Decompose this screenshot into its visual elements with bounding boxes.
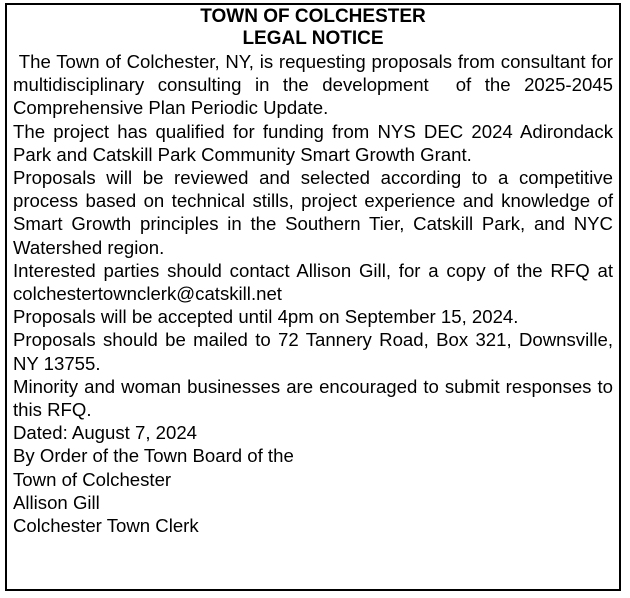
paragraph-contact: Interested parties should contact Allison Gill, for a copy of the RFQ at colchestertownclerk@catskill.net [13,259,613,305]
paragraph-minority: Minority and woman businesses are encouraged to submit responses to this RFQ. [13,375,613,421]
dated-line: Dated: August 7, 2024 [13,422,198,444]
legal-notice [5,3,621,591]
notice-title-town: TOWN OF COLCHESTER [200,6,426,27]
signature-name: Allison Gill [13,491,100,513]
paragraph-deadline: Proposals will be accepted until 4pm on September 15, 2024. [13,306,519,328]
paragraph-mailing: Proposals should be mailed to 72 Tannery Road, Box 321, Downsville, NY 13755. [13,329,613,374]
signature-town: Town of Colchester [13,468,172,490]
paragraph-request: The Town of Colchester, NY, is requesting proposals from consultant for multidisciplinary consulting in the development of the 2025-2045 Comprehensive Plan Periodic Update. [13,51,619,119]
paragraph-funding: The project has qualified for funding from NYS DEC 2024 Adirondack Park and Catskill Park Community Smart Growth Grant. [13,120,613,165]
signature-order: By Order of the Town Board of the [13,445,294,467]
notice-title-legal: LEGAL NOTICE [242,28,384,49]
signature-title: Colchester Town Clerk [13,515,199,537]
paragraph-selection: Proposals will be reviewed and selected according to a competitive process based on technical stills, project experience and knowledge of Smart Growth principles in the Southern Tier, Catskill Park, and NYC Watershed region. [13,167,613,258]
